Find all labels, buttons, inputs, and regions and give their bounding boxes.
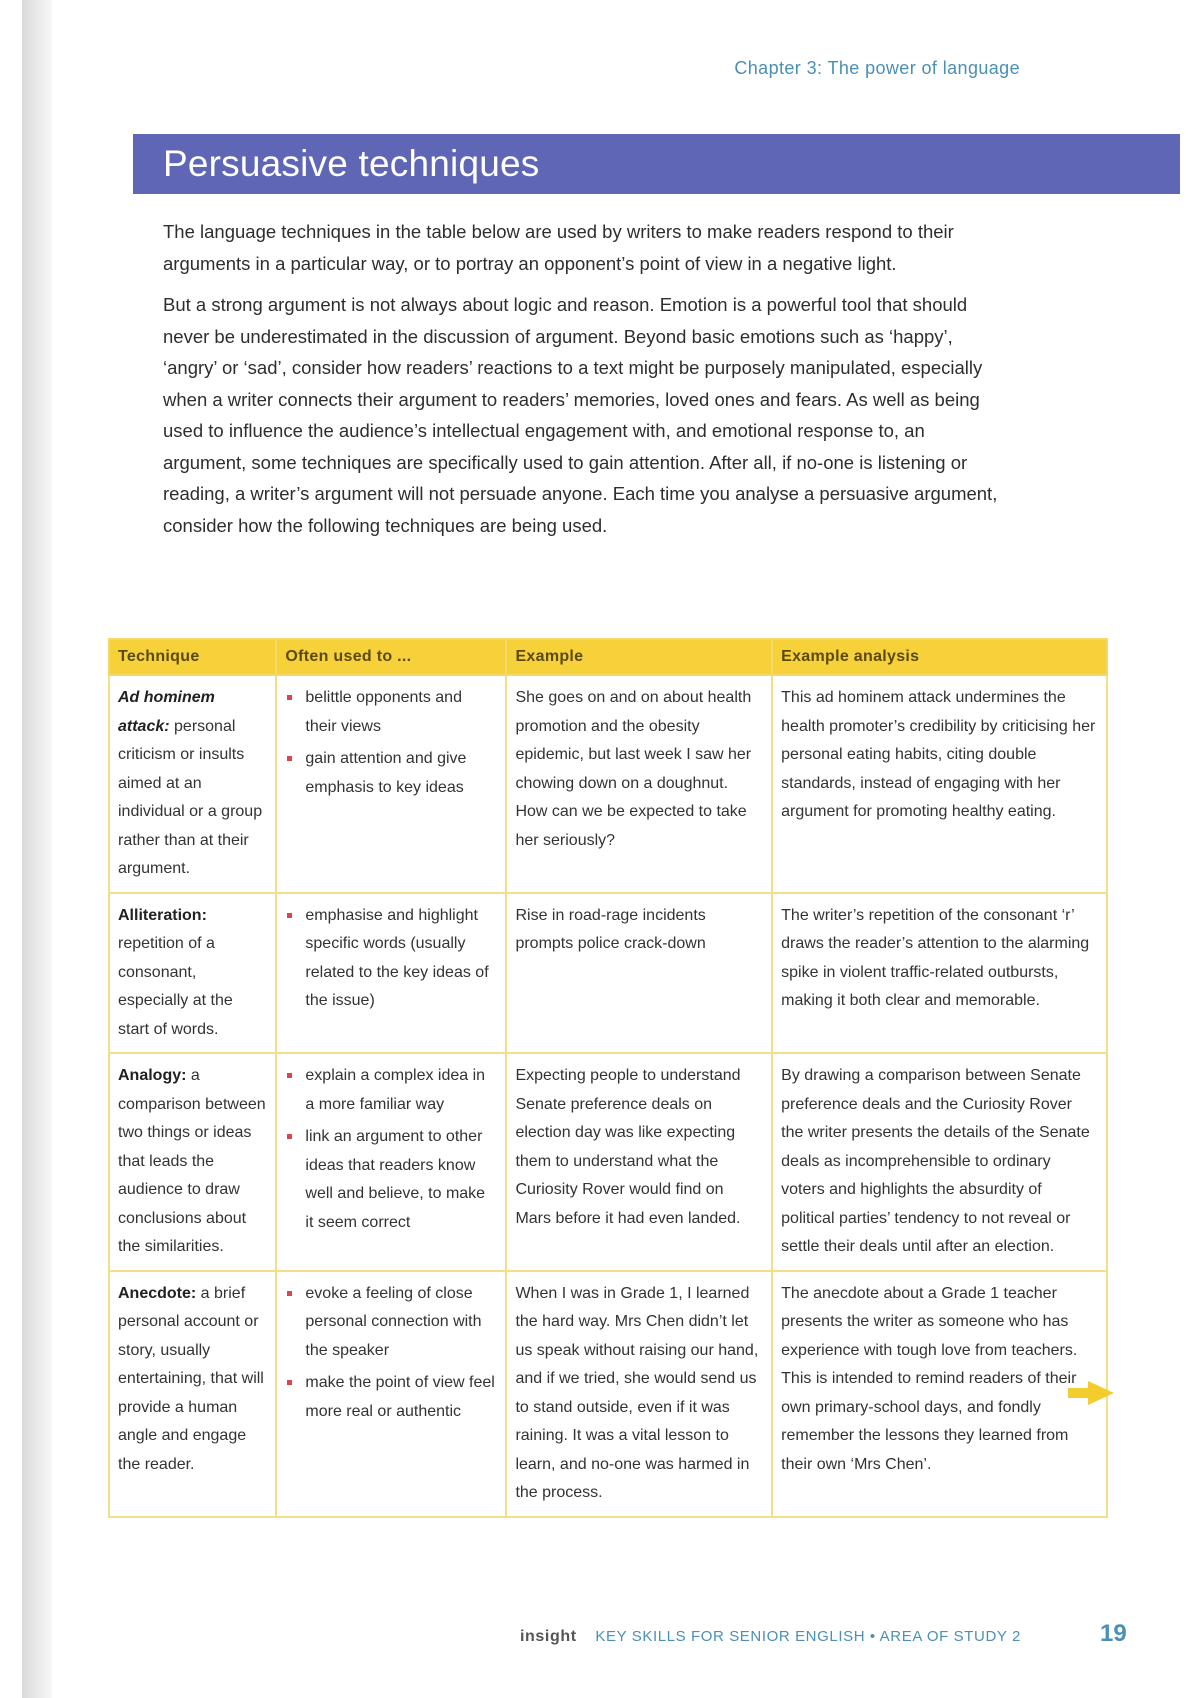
technique-definition: a comparison between two things or ideas that leads the audience to draw conclusions about the similarities.	[118, 1067, 266, 1255]
use-text: belittle opponents and their views	[305, 689, 462, 735]
technique-definition: a brief personal account or story, usually entertaining, that will provide a human angle and engage the reader.	[118, 1284, 264, 1473]
analysis-cell: The anecdote about a Grade 1 teacher presents the writer as someone who has experience with tough love from teachers. This is intended to remind readers of their own primary-school days, and fondly remember the lessons they learned from their own ‘Mrs Chen’.	[772, 1271, 1107, 1517]
uses-cell	[276, 675, 506, 893]
bullet-icon	[287, 1380, 292, 1385]
uses-list	[285, 684, 497, 802]
example-cell: Rise in road-rage incidents prompts police crack-down	[506, 893, 772, 1054]
technique-cell	[109, 893, 276, 1054]
column-header-used-to: Often used to ...	[276, 639, 506, 675]
table-row	[109, 675, 1107, 893]
table-row	[109, 893, 1107, 1054]
list-item	[285, 1062, 497, 1119]
bullet-icon	[287, 695, 292, 700]
example-cell: Expecting people to understand Senate preference deals on election day was like expecting them to understand what the Curiosity Rover would find on Mars before it had even landed.	[506, 1053, 772, 1271]
column-header-analysis: Example analysis	[772, 639, 1107, 675]
uses-list	[285, 902, 497, 1016]
table-header-row	[109, 639, 1107, 675]
bullet-icon	[287, 1073, 292, 1078]
use-text: explain a complex idea in a more familiar way	[305, 1067, 486, 1113]
intro-paragraph-1: The language techniques in the table below are used by writers to make readers respond to their arguments in a particular way, or to portray an opponent’s point of view in a negative light.	[163, 221, 954, 274]
scan-edge-shadow	[22, 0, 52, 1698]
use-text: gain attention and give emphasis to key ideas	[305, 750, 467, 796]
technique-cell	[109, 1053, 276, 1271]
list-item	[285, 902, 497, 1016]
technique-definition: personal criticism or insults aimed at an individual or a group rather than at their argument.	[118, 717, 263, 877]
page-number: 19	[1100, 1620, 1127, 1647]
uses-list	[285, 1062, 497, 1237]
use-text: emphasise and highlight specific words (usually related to the key ideas of the issue)	[305, 906, 489, 1009]
technique-term: Anecdote:	[118, 1284, 197, 1302]
use-text: evoke a feeling of close personal connection with the speaker	[305, 1284, 482, 1359]
use-text: make the point of view feel more real or authentic	[305, 1374, 495, 1420]
uses-cell	[276, 1053, 506, 1271]
example-cell: When I was in Grade 1, I learned the hard way. Mrs Chen didn’t let us speak without raising our hand, and if we tried, she would send us to stand outside, even if it was raining. It was a vital lesson to learn, and no-one was harmed in the process.	[506, 1271, 772, 1517]
list-item	[285, 745, 497, 802]
column-header-technique: Technique	[109, 639, 276, 675]
uses-list	[285, 1280, 497, 1427]
technique-term: Alliteration:	[118, 906, 207, 924]
intro-text	[163, 216, 1003, 551]
list-item	[285, 1280, 497, 1366]
chapter-header: Chapter 3: The power of language	[734, 58, 1020, 78]
bullet-icon	[287, 913, 292, 918]
technique-term: Ad hominem attack:	[118, 689, 215, 735]
list-item	[285, 1123, 497, 1237]
footer-brand: insight	[520, 1628, 577, 1645]
uses-cell	[276, 893, 506, 1054]
techniques-table	[108, 638, 1108, 1518]
bullet-icon	[287, 1291, 292, 1296]
column-header-example: Example	[506, 639, 772, 675]
continue-arrow-icon	[1088, 1381, 1114, 1405]
technique-term: Analogy:	[118, 1067, 187, 1084]
bullet-icon	[287, 1134, 292, 1139]
title-bar	[133, 134, 1180, 194]
technique-cell	[109, 1271, 276, 1517]
table-row	[109, 1271, 1107, 1517]
footer	[520, 1628, 1021, 1646]
example-cell: She goes on and on about health promotion and the obesity epidemic, but last week I saw her chowing down on a doughnut. How can we be expected to take her seriously?	[506, 675, 772, 893]
analysis-cell: This ad hominem attack undermines the health promoter’s credibility by criticising her personal eating habits, citing double standards, instead of engaging with her argument for promoting healthy eating.	[772, 675, 1107, 893]
uses-cell	[276, 1271, 506, 1517]
list-item	[285, 684, 497, 741]
footer-series: KEY SKILLS FOR SENIOR ENGLISH • AREA OF STUDY 2	[595, 1628, 1021, 1645]
analysis-cell: By drawing a comparison between Senate preference deals and the Curiosity Rover the writer presents the details of the Senate deals as incomprehensible to ordinary voters and highlights the absurdity of political parties’ tendency to not reveal or settle their deals until after an election.	[772, 1053, 1107, 1271]
page-title: Persuasive techniques	[163, 143, 540, 184]
use-text: link an argument to other ideas that readers know well and believe, to make it seem correct	[305, 1128, 486, 1231]
analysis-cell: The writer’s repetition of the consonant ‘r’ draws the reader’s attention to the alarming spike in violent traffic-related outbursts, making it both clear and memorable.	[772, 893, 1107, 1054]
continue-arrow-tail	[1068, 1388, 1090, 1398]
bullet-icon	[287, 756, 292, 761]
technique-cell	[109, 675, 276, 893]
technique-definition: repetition of a consonant, especially at the start of words.	[118, 935, 233, 1038]
intro-paragraph-2: But a strong argument is not always about logic and reason. Emotion is a powerful tool that should never be underestimated in the discussion of argument. Beyond basic emotions such as ‘happy’, ‘angry’ or ‘sad’, consider how readers’ reactions to a text might be purposely manipulated, especially when a writer connects their argument to readers’ memories, loved ones and fears. As well as being used to influence the audience’s intellectual engagement with, and emotional response to, an argument, some techniques are specifically used to gain attention. After all, if no-one is listening or reading, a writer’s argument will not persuade anyone. Each time you analyse a persuasive argument, consider how the following techniques are being used.	[163, 294, 998, 536]
list-item	[285, 1369, 497, 1426]
table-row	[109, 1053, 1107, 1271]
